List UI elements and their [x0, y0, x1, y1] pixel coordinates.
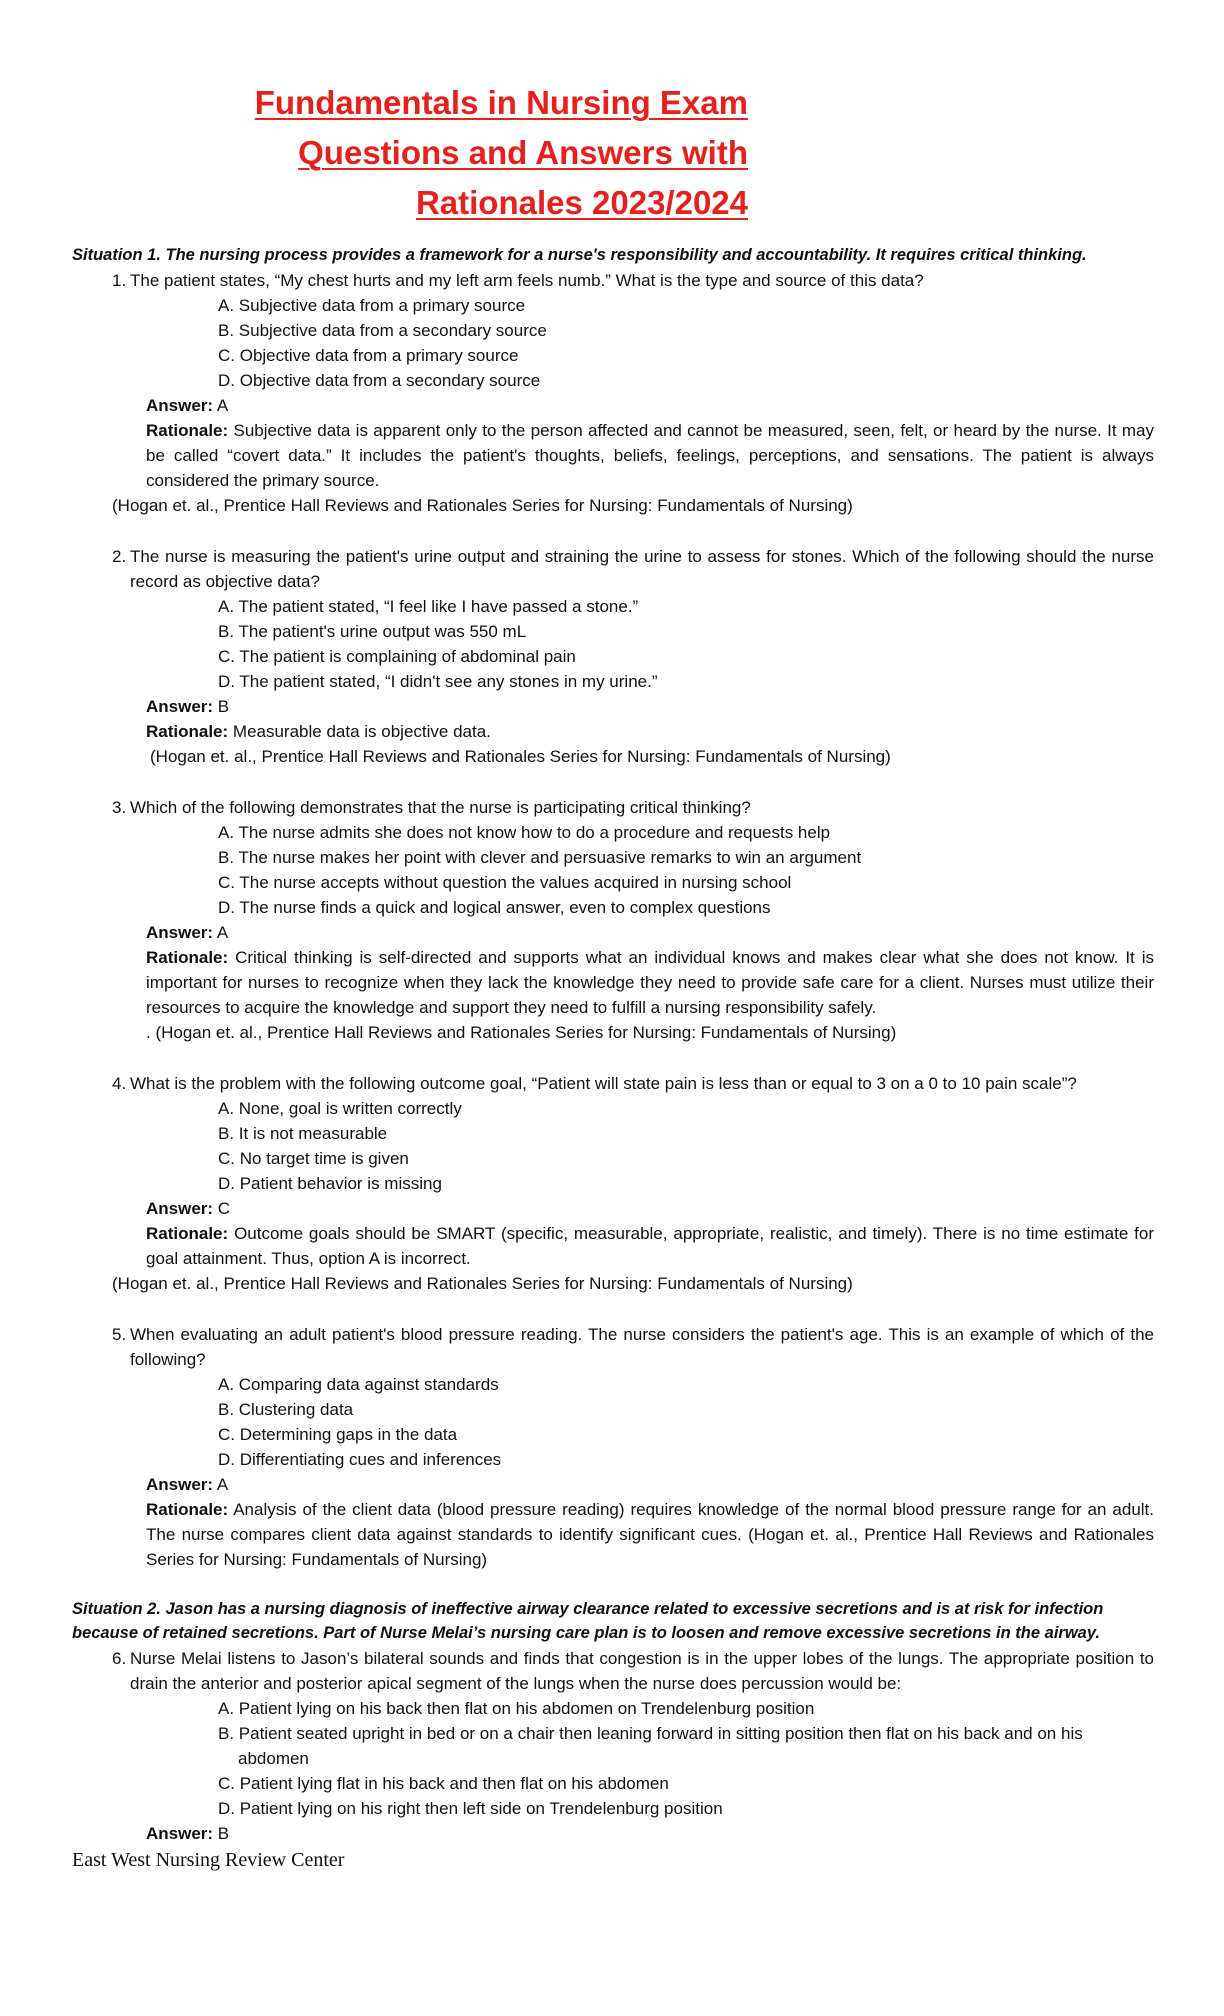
option: D. Patient behavior is missing	[218, 1174, 442, 1193]
option: A. Comparing data against standards	[218, 1375, 499, 1394]
question-text: The nurse is measuring the patient's urine output and straining the urine to assess for stones. Which of the following should the nurse record as objective data?	[130, 547, 1154, 591]
question-text: When evaluating an adult patient's blood pressure reading. The nurse considers the patient's age. This is an example of which of the following?	[130, 1325, 1154, 1369]
rationale	[146, 1497, 1154, 1572]
option: D. Patient lying on his right then left side on Trendelenburg position	[218, 1799, 723, 1818]
question-text: Nurse Melai listens to Jason’s bilateral sounds and finds that congestion is in the upper lobes of the lungs. The appropriate position to drain the anterior and posterior apical segment of the lungs when the nurse does percussion would be:	[130, 1649, 1154, 1693]
rationale-text: Analysis of the client data (blood pressure reading) requires knowledge of the normal blood pressure range for an adult. The nurse compares client data against standards to identify significant cues. (Hogan et. al., Prentice Hall Reviews and Rationales Series for Nursing: Fundamentals of Nursing)	[146, 1500, 1154, 1569]
option: B. The patient's urine output was 550 mL	[218, 622, 527, 641]
rationale-label: Rationale:	[146, 948, 229, 967]
question-text: Which of the following demonstrates that the nurse is participating critical thinking?	[130, 798, 751, 817]
rationale-text: Measurable data is objective data.	[228, 722, 491, 741]
answer-value: C	[213, 1199, 231, 1218]
answer-value: B	[213, 697, 230, 716]
question-6	[72, 1646, 1154, 1696]
question-number: 4.	[112, 1074, 127, 1093]
option: C. Determining gaps in the data	[218, 1425, 458, 1444]
answer	[146, 694, 1154, 719]
answer-value: A	[213, 396, 229, 415]
answer-label: Answer:	[146, 1475, 214, 1494]
option: C. The nurse accepts without question the values acquired in nursing school	[218, 873, 792, 892]
rationale	[146, 1221, 1154, 1271]
options-list	[218, 293, 1154, 393]
question-1	[72, 268, 1154, 293]
answer-value: A	[213, 923, 229, 942]
question-number: 2.	[112, 547, 127, 566]
reference: (Hogan et. al., Prentice Hall Reviews and Rationales Series for Nursing: Fundamentals of Nursing)	[150, 747, 891, 766]
answer	[146, 1821, 1154, 1846]
reference: (Hogan et. al., Prentice Hall Reviews and Rationales Series for Nursing: Fundamentals of Nursing)	[112, 496, 853, 515]
rationale-text: Subjective data is apparent only to the person affected and cannot be measured, seen, felt, or heard by the nurse. It may be called “covert data.” It includes the patient's thoughts, beliefs, feelings, perceptions, and sensations. The patient is always considered the primary source.	[146, 421, 1154, 490]
option: B. Patient seated upright in bed or on a chair then leaning forward in sitting position then flat on his back and on his abdomen	[218, 1724, 1083, 1768]
options-list	[218, 1372, 1154, 1472]
question-3	[72, 795, 1154, 820]
answer-label: Answer:	[146, 396, 214, 415]
reference: (Hogan et. al., Prentice Hall Reviews and Rationales Series for Nursing: Fundamentals of Nursing)	[112, 1274, 853, 1293]
question-text: The patient states, “My chest hurts and my left arm feels numb.” What is the type and source of this data?	[130, 271, 924, 290]
option: A. The nurse admits she does not know how to do a procedure and requests help	[218, 823, 831, 842]
answer-value: A	[213, 1475, 229, 1494]
option: D. Objective data from a secondary source	[218, 371, 541, 390]
question-number: 6.	[112, 1649, 127, 1668]
option: A. None, goal is written correctly	[218, 1099, 462, 1118]
option: A. Patient lying on his back then flat on his abdomen on Trendelenburg position	[218, 1699, 815, 1718]
options-list	[218, 1696, 1154, 1821]
answer-value: B	[213, 1824, 230, 1843]
question-5	[72, 1322, 1154, 1372]
options-list	[218, 820, 1154, 920]
title-line-3: Rationales 2023/2024	[415, 184, 748, 221]
question-number: 1.	[112, 271, 127, 290]
option: C. Objective data from a primary source	[218, 346, 519, 365]
question-4	[72, 1071, 1154, 1096]
exam-content	[72, 243, 1154, 1846]
question-text: What is the problem with the following outcome goal, “Patient will state pain is less than or equal to 3 on a 0 to 10 pain scale”?	[130, 1074, 1077, 1093]
rationale-text: Outcome goals should be SMART (specific, measurable, appropriate, realistic, and timely). There is no time estimate for goal attainment. Thus, option A is incorrect.	[146, 1224, 1154, 1268]
option: C. The patient is complaining of abdominal pain	[218, 647, 576, 666]
option: A. The patient stated, “I feel like I have passed a stone.”	[218, 597, 639, 616]
situation-1: Situation 1. The nursing process provides a framework for a nurse's responsibility and accountability. It requires critical thinking.	[72, 246, 1087, 264]
option: B. It is not measurable	[218, 1124, 388, 1143]
rationale	[146, 945, 1154, 1020]
rationale-label: Rationale:	[146, 1224, 229, 1243]
question-2	[72, 544, 1154, 594]
answer-label: Answer:	[146, 923, 214, 942]
option: B. Subjective data from a secondary source	[218, 321, 547, 340]
answer	[146, 1472, 1154, 1497]
option: D. Differentiating cues and inferences	[218, 1450, 502, 1469]
answer	[146, 393, 1154, 418]
document-title	[180, 78, 748, 228]
option: B. The nurse makes her point with clever and persuasive remarks to win an argument	[218, 848, 862, 867]
rationale	[146, 719, 1154, 744]
answer	[146, 1196, 1154, 1221]
question-number: 3.	[112, 798, 127, 817]
situation-2: Situation 2. Jason has a nursing diagnosis of ineffective airway clearance related to excessive secretions and is at risk for infection because of retained secretions. Part of Nurse Melai’s nursing care plan is to loosen and remove excessive secretions in the airway.	[72, 1600, 1104, 1642]
reference: . (Hogan et. al., Prentice Hall Reviews and Rationales Series for Nursing: Fundamentals of Nursing)	[146, 1023, 897, 1042]
rationale-label: Rationale:	[146, 1500, 229, 1519]
answer-label: Answer:	[146, 1824, 214, 1843]
option: C. No target time is given	[218, 1149, 409, 1168]
rationale	[146, 418, 1154, 493]
question-number: 5.	[112, 1325, 127, 1344]
options-list	[218, 1096, 1154, 1196]
title-line-2: Questions and Answers with	[298, 134, 748, 171]
option: D. The patient stated, “I didn't see any stones in my urine.”	[218, 672, 658, 691]
title-line-1: Fundamentals in Nursing Exam	[254, 84, 748, 121]
rationale-label: Rationale:	[146, 722, 229, 741]
rationale-label: Rationale:	[146, 421, 229, 440]
page-footer: East West Nursing Review Center	[72, 1849, 345, 1871]
option: B. Clustering data	[218, 1400, 354, 1419]
rationale-text: Critical thinking is self-directed and supports what an individual knows and makes clear what she does not know. It is important for nurses to recognize when they lack the knowledge they need to provide safe care for a client. Nurses must utilize their resources to acquire the knowledge and support they need to fulfill a nursing responsibility safely.	[146, 948, 1154, 1017]
answer	[146, 920, 1154, 945]
answer-label: Answer:	[146, 1199, 214, 1218]
answer-label: Answer:	[146, 697, 214, 716]
option: D. The nurse finds a quick and logical answer, even to complex questions	[218, 898, 771, 917]
options-list	[218, 594, 1154, 694]
option: C. Patient lying flat in his back and then flat on his abdomen	[218, 1774, 669, 1793]
option: A. Subjective data from a primary source	[218, 296, 526, 315]
